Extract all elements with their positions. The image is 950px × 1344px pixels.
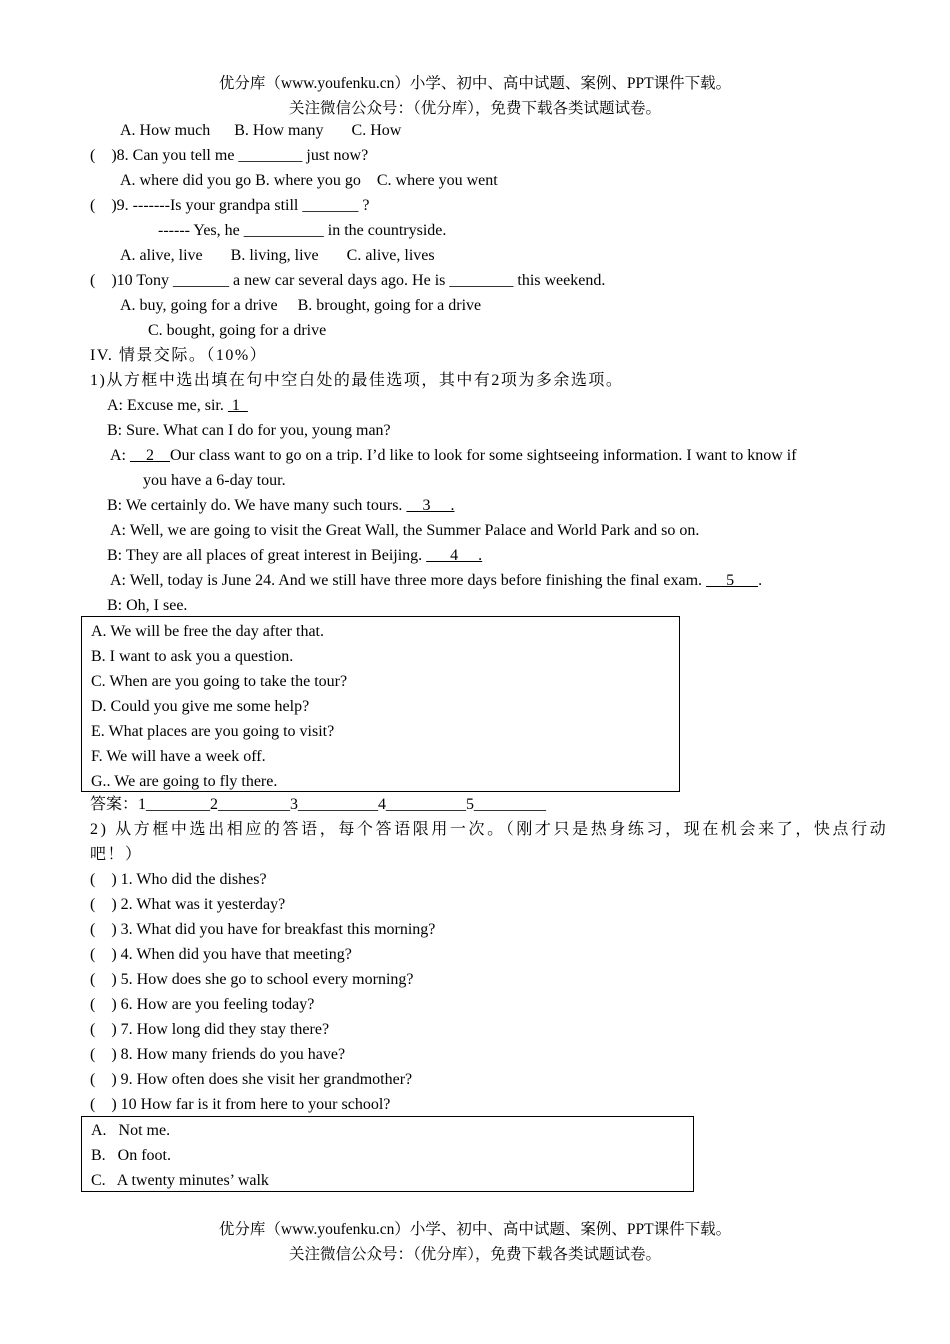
- q10-stem: ( )10 Tony _______ a new car several days ago. He is ________ this weekend.: [90, 272, 606, 289]
- question-9: ( ) 9. How often does she visit her grandmother?: [90, 1071, 413, 1088]
- dialogue-line-4: you have a 6-day tour.: [143, 472, 286, 489]
- blank-4: 4 .: [426, 547, 483, 564]
- footer-line-2: 关注微信公众号：（优分库），免费下载各类试题试卷。: [288, 1246, 661, 1263]
- dialogue-text: A: Excuse me, sir.: [107, 397, 228, 414]
- blank-5: 5: [706, 572, 759, 589]
- dialogue-text: A: Well, today is June 24. And we still have three more days before finishing the final exam.: [110, 572, 707, 589]
- section-title: IV. 情景交际。（10%）: [90, 347, 268, 364]
- question-10: ( ) 10 How far is it from here to your school?: [90, 1096, 391, 1113]
- dialogue-line-1: [107, 393, 248, 418]
- box2-option-b: B. On foot.: [91, 1147, 171, 1164]
- part2-instruction-cont: 吧！）: [90, 846, 143, 863]
- question-1: ( ) 1. Who did the dishes?: [90, 871, 267, 888]
- blank-2: 2: [130, 447, 170, 464]
- part2-instruction: 2) 从方框中选出相应的答语，每个答语限用一次。（刚才只是热身练习，现在机会来了，快点行动: [90, 821, 889, 838]
- question-2: ( ) 2. What was it yesterday?: [90, 896, 286, 913]
- q10-options-ab: A. buy, going for a drive B. brought, going for a drive: [120, 297, 482, 314]
- dialogue-line-3: [110, 443, 797, 468]
- question-5: ( ) 5. How does she go to school every morning?: [90, 971, 414, 988]
- box1-option-f: F. We will have a week off.: [91, 748, 266, 765]
- dialogue-text: .: [758, 572, 763, 589]
- box1-option-g: G.. We are going to fly there.: [91, 773, 278, 790]
- q7-options: A. How much B. How many C. How: [120, 122, 402, 139]
- box2-option-c: C. A twenty minutes’ walk: [91, 1172, 269, 1189]
- q9-stem: ( )9. -------Is your grandpa still _______ ?: [90, 197, 370, 214]
- box1-option-c: C. When are you going to take the tour?: [91, 673, 348, 690]
- box2-option-a: A. Not me.: [91, 1122, 171, 1139]
- q8-options: A. where did you go B. where you go C. where you went: [120, 172, 498, 189]
- blank-3: 3 .: [406, 497, 455, 514]
- q9-reply: ------ Yes, he __________ in the countryside.: [158, 222, 447, 239]
- question-8: ( ) 8. How many friends do you have?: [90, 1046, 346, 1063]
- dialogue-line-6: A: Well, we are going to visit the Great Wall, the Summer Palace and World Park and so on.: [110, 522, 700, 539]
- question-3: ( ) 3. What did you have for breakfast this morning?: [90, 921, 436, 938]
- q9-options: A. alive, live B. living, live C. alive, lives: [120, 247, 435, 264]
- box1-option-b: B. I want to ask you a question.: [91, 648, 294, 665]
- dialogue-line-2: B: Sure. What can I do for you, young man?: [107, 422, 391, 439]
- box1-option-a: A. We will be free the day after that.: [91, 623, 324, 640]
- blank-1: 1: [227, 397, 248, 414]
- question-7: ( ) 7. How long did they stay there?: [90, 1021, 330, 1038]
- options-box-2: [81, 1116, 694, 1192]
- dialogue-line-7: [107, 543, 482, 568]
- dialogue-text: B: We certainly do. We have many such tours.: [107, 497, 407, 514]
- box1-option-d: D. Could you give me some help?: [91, 698, 310, 715]
- footer-line-1: 优分库（www.youfenku.cn）小学、初中、高中试题、案例、PPT课件下载。: [218, 1221, 732, 1238]
- question-6: ( ) 6. How are you feeling today?: [90, 996, 315, 1013]
- options-box-1: [81, 616, 680, 792]
- dialogue-text: B: They are all places of great interest in Beijing.: [107, 547, 427, 564]
- dialogue-text: A:: [110, 447, 130, 464]
- dialogue-line-8: [110, 568, 762, 593]
- dialogue-text: Our class want to go on a trip. I’d like to look for some sightseeing information. I want to know if: [170, 447, 797, 464]
- question-4: ( ) 4. When did you have that meeting?: [90, 946, 352, 963]
- q8-stem: ( )8. Can you tell me ________ just now?: [90, 147, 369, 164]
- header-line-1: 优分库（www.youfenku.cn）小学、初中、高中试题、案例、PPT课件下载。: [218, 75, 732, 92]
- box1-option-e: E. What places are you going to visit?: [91, 723, 335, 740]
- dialogue-line-9: B: Oh, I see.: [107, 597, 188, 614]
- answer-line: 答案：1________2_________3__________4__________5_________: [90, 796, 547, 813]
- q10-option-c: C. bought, going for a drive: [148, 322, 327, 339]
- dialogue-line-5: [107, 493, 454, 518]
- part1-instruction: 1)从方框中选出填在句中空白处的最佳选项，其中有2项为多余选项。: [90, 372, 624, 389]
- header-line-2: 关注微信公众号：（优分库），免费下载各类试题试卷。: [288, 100, 661, 117]
